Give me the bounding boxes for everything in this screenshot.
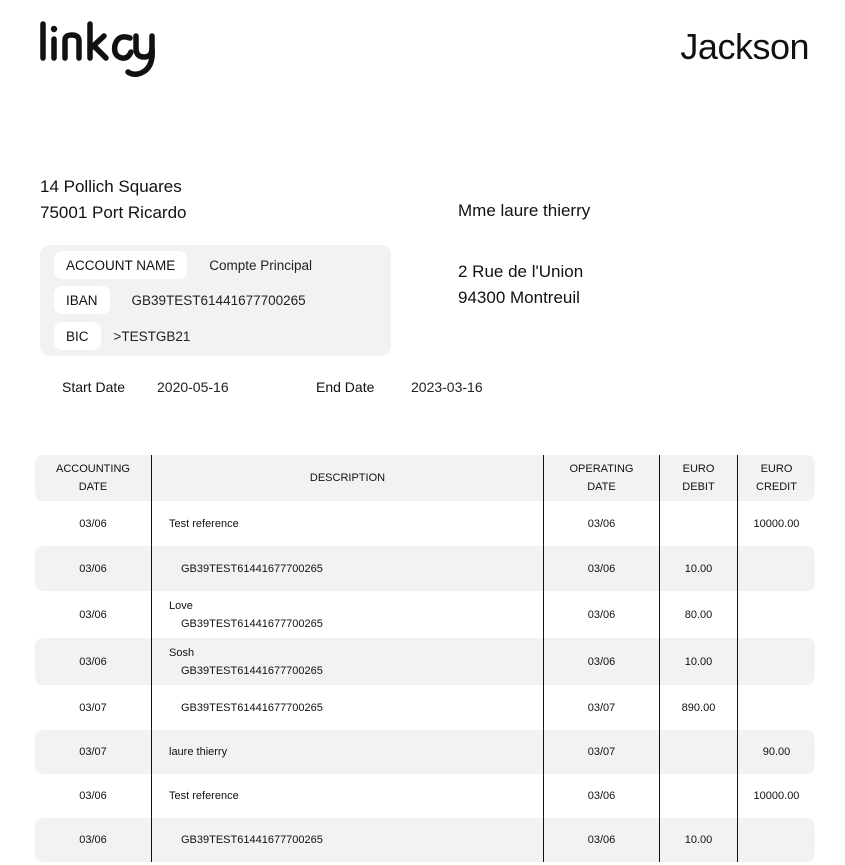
iban-value: GB39TEST61441677700265 [131,292,306,308]
bic-row [54,322,190,350]
description-cell [152,501,544,546]
logo-dot [51,26,57,32]
description-iban: GB39TEST61441677700265 [181,617,323,630]
operating-date-cell: 03/06 [544,591,660,638]
table-row [35,638,815,685]
header-euro-debit: EURO DEBIT [660,455,738,501]
bic-label: BIC [54,322,101,350]
description-title: Sosh [169,646,195,659]
euro-debit-cell [660,501,738,546]
table-row [35,591,815,638]
euro-credit-cell [738,818,815,862]
iban-row [54,286,306,314]
description-cell [152,774,544,818]
table-body [35,501,815,862]
end-date-label: End Date [316,379,375,395]
table-header-row [35,455,815,501]
recipient-address-line2: 94300 Montreuil [458,288,580,307]
euro-debit-cell: 80.00 [660,591,738,638]
operating-date-cell: 03/07 [544,685,660,730]
euro-debit-cell: 10.00 [660,638,738,685]
linkcy-logo [38,14,168,84]
description-title: Love [169,599,193,612]
bic-value: >TESTGB21 [113,328,191,344]
recipient-address [458,259,583,311]
euro-debit-cell [660,730,738,774]
description-title: Test reference [169,517,239,530]
operating-date-cell: 03/06 [544,638,660,685]
euro-credit-cell: 10000.00 [753,790,800,802]
euro-debit-cell: 890.00 [660,685,738,730]
description-cell [152,638,544,685]
description-iban: GB39TEST61441677700265 [181,562,323,575]
euro-credit-cell: 90.00 [762,746,791,758]
linkcy-logo-icon [38,14,168,84]
end-date-value: 2023-03-16 [411,379,483,395]
description-iban: GB39TEST61441677700265 [181,701,323,714]
table-row [35,730,815,774]
recipient-address-line1: 2 Rue de l'Union [458,262,584,281]
account-name-label: ACCOUNT NAME [54,251,187,279]
account-name-value: Compte Principal [209,257,313,273]
company-name: Jackson [680,26,809,67]
header-euro-credit: EURO CREDIT [756,463,797,493]
accounting-date-cell: 03/06 [35,501,152,546]
operating-date-cell: 03/06 [544,501,660,546]
description-title: Test reference [169,790,239,802]
accounting-date-cell: 03/06 [35,638,152,685]
transactions-table [35,455,815,862]
accounting-date-cell: 03/07 [35,730,152,774]
description-title: laure thierry [169,746,228,758]
sender-address [40,174,186,226]
euro-credit-cell [738,638,815,685]
description-cell [152,730,544,774]
start-date-label: Start Date [62,379,126,395]
euro-debit-cell: 10.00 [660,546,738,591]
euro-credit-cell [738,591,815,638]
account-info-box [40,245,391,356]
table-row [35,501,815,546]
euro-credit-cell [738,685,815,730]
operating-date-cell: 03/06 [544,818,660,862]
euro-debit-cell [660,774,738,818]
header-description: DESCRIPTION [152,455,544,501]
accounting-date-cell: 03/07 [35,685,152,730]
table-row [35,685,815,730]
table-row [35,818,815,862]
description-iban: GB39TEST61441677700265 [181,834,323,846]
operating-date-cell: 03/06 [544,774,660,818]
recipient-name: Mme laure thierry [458,201,591,220]
accounting-date-cell: 03/06 [35,774,152,818]
euro-debit-cell: 10.00 [660,818,738,862]
iban-label: IBAN [54,286,110,314]
header-accounting-date: ACCOUNTING DATE [35,455,152,501]
header-operating-date: OPERATING DATE [544,455,660,501]
description-iban: GB39TEST61441677700265 [181,664,323,677]
statement-period [62,379,483,395]
table-row [35,546,815,591]
start-date-value: 2020-05-16 [157,379,229,395]
euro-credit-cell [738,546,815,591]
euro-credit-cell: 10000.00 [753,517,800,530]
table-row [35,774,815,818]
operating-date-cell: 03/07 [544,730,660,774]
sender-address-line2: 75001 Port Ricardo [40,203,187,222]
accounting-date-cell: 03/06 [35,818,152,862]
description-cell [152,546,544,591]
description-cell [152,818,544,862]
operating-date-cell: 03/06 [544,546,660,591]
accounting-date-cell: 03/06 [35,546,152,591]
description-cell [152,685,544,730]
account-name-row [54,251,312,279]
sender-address-line1: 14 Pollich Squares [40,177,182,196]
description-cell [152,591,544,638]
accounting-date-cell: 03/06 [35,591,152,638]
